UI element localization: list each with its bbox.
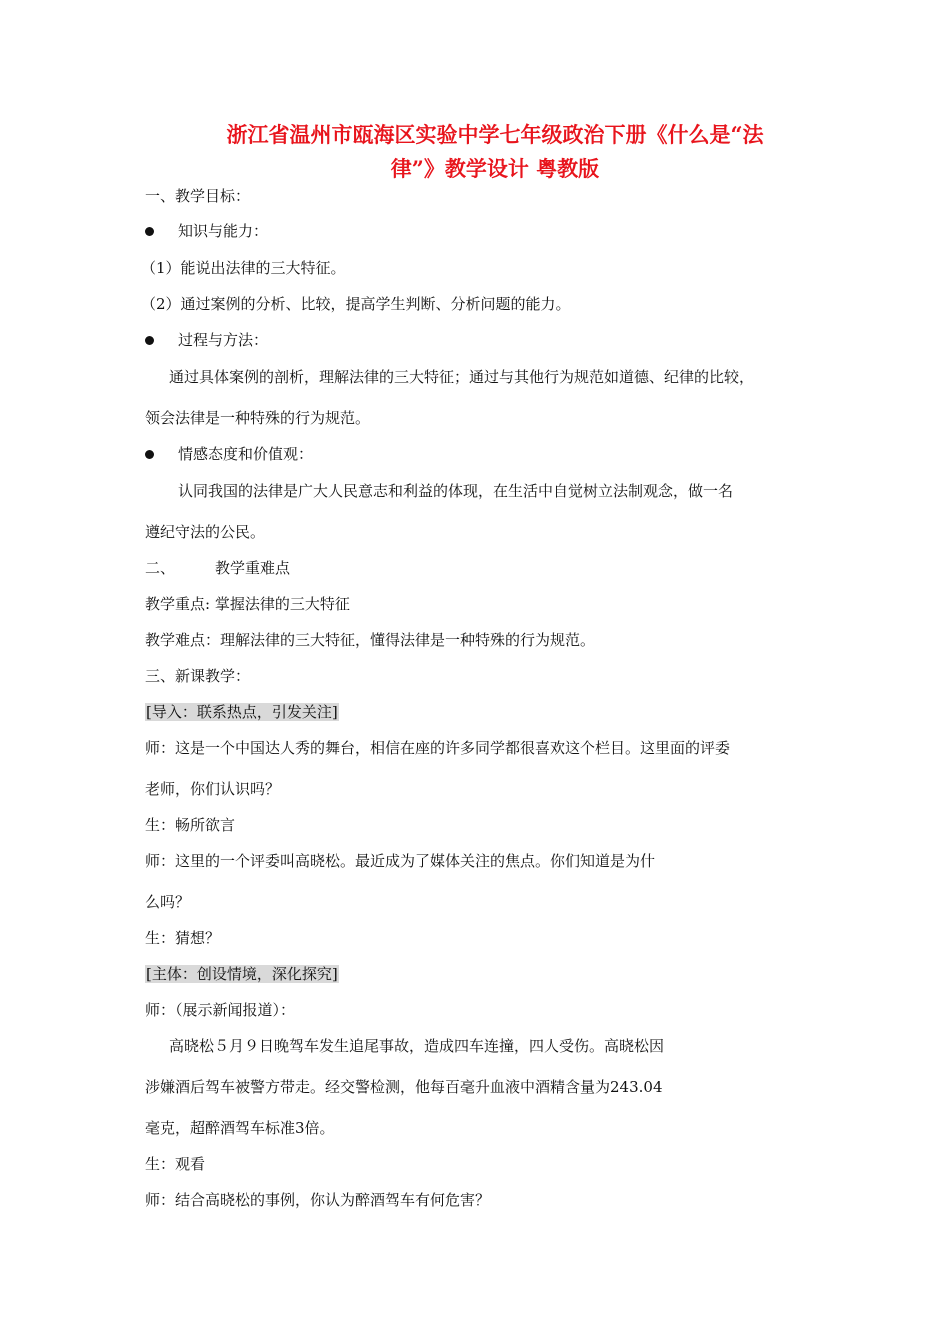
bullet-icon [145, 450, 154, 459]
process-text-1: 通过具体案例的剖析，理解法律的三大特征；通过与其他行为规范如道德、纪律的比较， [169, 368, 755, 386]
news-line-1: 高晓松５月９日晚驾车发生追尾事故，造成四车连撞，四人受伤。高晓松因 [169, 1037, 665, 1055]
knowledge-item-1: （1）能说出法律的三大特征。 [141, 259, 346, 277]
knowledge-item-2: （2）通过案例的分析、比较，提高学生判断、分析问题的能力。 [141, 295, 571, 313]
student-line-2: 生：猜想？ [145, 929, 221, 947]
new-lesson-heading: 三、新课教学： [145, 667, 251, 685]
knowledge-bullet [145, 221, 825, 241]
emotion-text-2: 遵纪守法的公民。 [145, 523, 266, 541]
key-point: 教学重点: 掌握法律的三大特征 [145, 595, 350, 613]
title-line-1: 浙江省温州市瓯海区实验中学七年级政治下册《什么是“法 [226, 122, 764, 147]
process-bullet [145, 330, 825, 350]
teacher-line-2b: 么吗？ [145, 893, 191, 911]
process-text-2: 领会法律是一种特殊的行为规范。 [145, 409, 371, 427]
student-line-1: 生：畅所欲言 [145, 816, 236, 834]
knowledge-heading: 知识与能力： [178, 222, 269, 240]
main-label: [主体：创设情境，深化探究] [146, 965, 338, 983]
keypoints-heading-row [145, 558, 825, 578]
intro-label: [导入：联系热点，引发关注] [146, 703, 338, 721]
process-heading: 过程与方法： [178, 331, 269, 349]
keypoints-heading: 教学重难点 [215, 559, 291, 577]
intro-label-row [145, 702, 825, 722]
news-line-3: 毫克，超醉酒驾车标准3倍。 [145, 1119, 335, 1137]
teacher-line-2a: 师：这里的一个评委叫高晓松。最近成为了媒体关注的焦点。你们知道是为什 [145, 852, 656, 870]
bullet-icon [145, 227, 154, 236]
student-line-3: 生：观看 [145, 1155, 206, 1173]
title-line-2: 律”》教学设计 粤教版 [390, 156, 600, 181]
main-label-row [145, 964, 825, 984]
bullet-icon [145, 336, 154, 345]
teacher-line-1a: 师：这是一个中国达人秀的舞台，相信在座的许多同学都很喜欢这个栏目。这里面的评委 [145, 739, 731, 757]
news-line-2: 涉嫌酒后驾车被警方带走。经交警检测，他每百毫升血液中酒精含量为243.04 [145, 1078, 663, 1096]
emotion-bullet [145, 444, 825, 464]
teacher-line-4: 师：结合高晓松的事例，你认为醉酒驾车有何危害？ [145, 1191, 491, 1209]
goals-heading: 一、教学目标： [145, 187, 251, 205]
emotion-text-1: 认同我国的法律是广大人民意志和利益的体现，在生活中自觉树立法制观念，做一名 [178, 482, 734, 500]
teacher-line-1b: 老师，你们认识吗？ [145, 780, 281, 798]
teacher-line-3: 师：（展示新闻报道）： [145, 1001, 296, 1019]
emotion-heading: 情感态度和价值观： [178, 445, 314, 463]
keypoints-number: 二、 [145, 559, 176, 577]
document-title [160, 118, 830, 186]
difficult-point: 教学难点：理解法律的三大特征，懂得法律是一种特殊的行为规范。 [145, 631, 596, 649]
